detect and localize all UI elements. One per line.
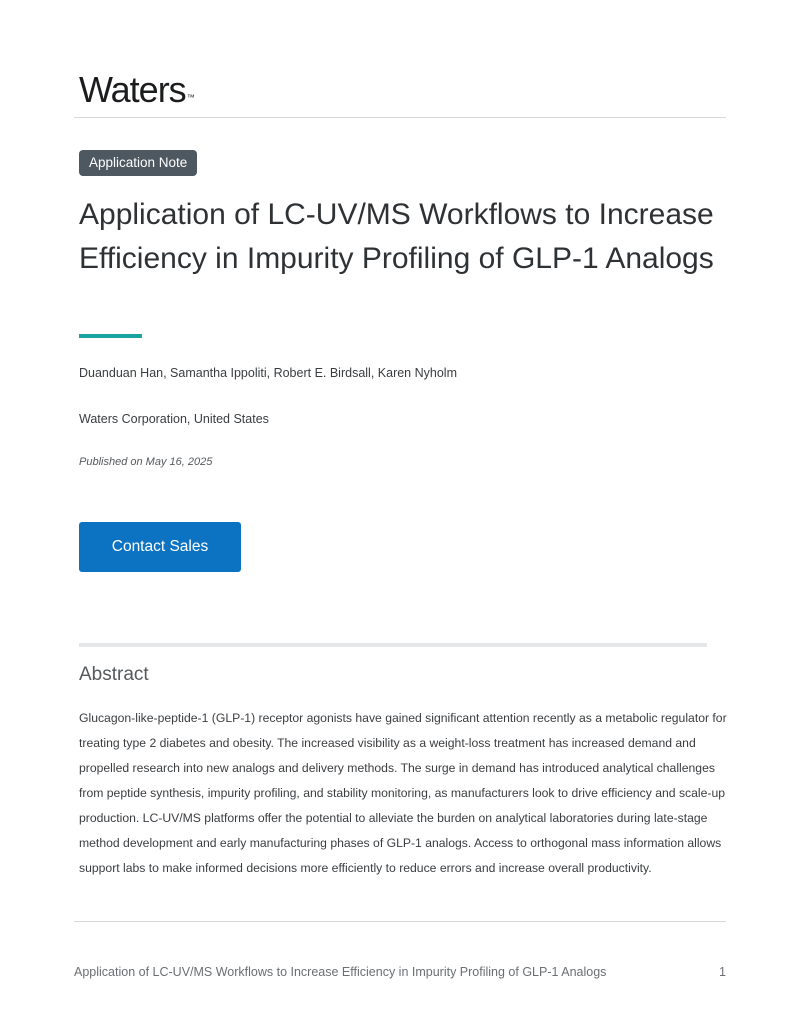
trademark-mark: ™ (186, 93, 195, 102)
affiliation: Waters Corporation, United States (79, 412, 269, 426)
footer-divider (74, 921, 726, 922)
header-divider (74, 117, 726, 118)
document-type-badge: Application Note (79, 150, 197, 176)
abstract-heading: Abstract (79, 664, 149, 685)
abstract-body: Glucagon-like-peptide-1 (GLP-1) receptor agonists have gained significant attention recently as a metabolic regulator for treating type 2 diabetes and obesity. The increased visibility as a weight-loss treatment has increased demand and propelled research into new analogs and delivery methods. The surge in demand has introduced analytical challenges from peptide synthesis, impurity profiling, and stability monitoring, as manufacturers look to drive efficiency and scale-up production. LC-UV/MS platforms offer the potential to alleviate the burden on analytical laboratories during late-stage method development and early manufacturing phases of GLP-1 analogs. Access to orthogonal mass information allows support labs to make informed decisions more efficiently to reduce errors and increase overall productivity. (79, 711, 727, 875)
footer-document-title: Application of LC-UV/MS Workflows to Increase Efficiency in Impurity Profiling of GLP-1 Analogs (74, 965, 607, 979)
title-accent-bar (79, 334, 142, 338)
waters-logo (79, 70, 195, 110)
logo-text: Waters (79, 69, 186, 110)
document-title: Application of LC-UV/MS Workflows to Increase Efficiency in Impurity Profiling of GLP-1 Analogs (79, 198, 714, 275)
page-number: 1 (719, 965, 726, 979)
publication-date: Published on May 16, 2025 (79, 456, 213, 468)
contact-sales-button[interactable]: Contact Sales (79, 522, 241, 572)
section-divider (79, 643, 707, 647)
authors: Duanduan Han, Samantha Ippoliti, Robert E. Birdsall, Karen Nyholm (79, 366, 457, 380)
